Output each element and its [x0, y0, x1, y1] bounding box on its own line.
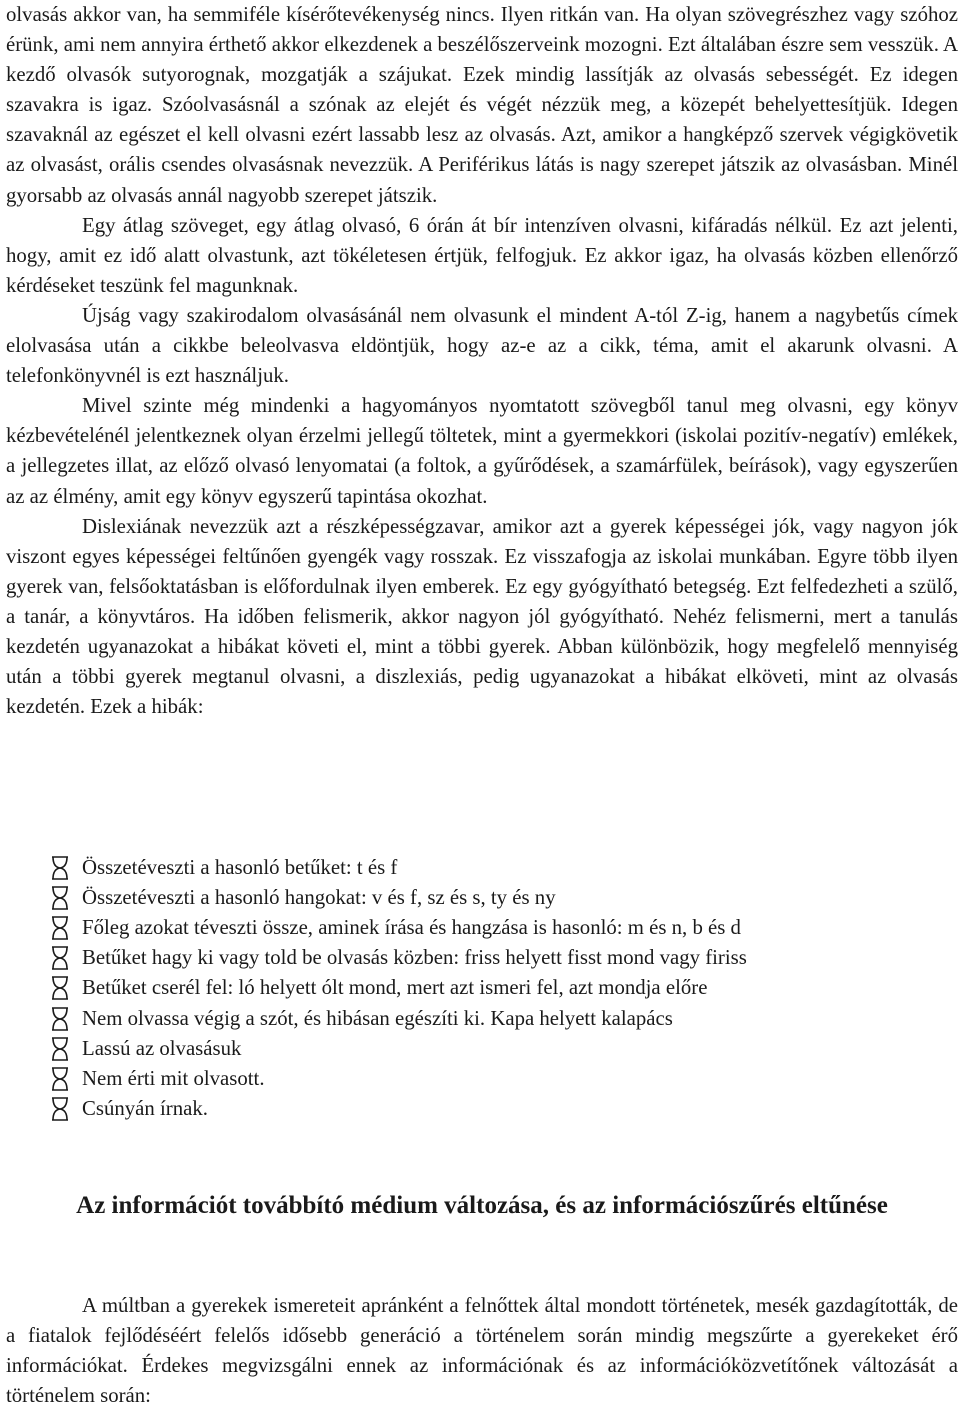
hourglass-bullet-icon [48, 1096, 72, 1122]
list-item-text: Betűket cserél fel: ló helyett ólt mond, mert azt ismeri fel, azt mondja előre [82, 976, 708, 1000]
body-text-top [6, 0, 958, 722]
list-item-text: Lassú az olvasásuk [82, 1036, 242, 1060]
list-item-text: Összetéveszti a hasonló hangokat: v és f, sz és s, ty és ny [82, 886, 556, 910]
list-item [6, 943, 747, 973]
paragraph-3: Újság vagy szakirodalom olvasásánál nem olvasunk el mindent A-tól Z-ig, hanem a nagybetűs címek elolvasása után a cikkbe beleolvasva eldöntjük, hogy az-e az a cikk, téma, amit el akarunk olvasni. A telefonkönyvnél is ezt használjuk. [6, 303, 958, 388]
hourglass-bullet-icon [48, 915, 72, 941]
body-text-bottom [6, 1291, 958, 1411]
hourglass-bullet-icon [48, 855, 72, 881]
hourglass-bullet-icon [48, 975, 72, 1001]
list-item [6, 1003, 747, 1033]
paragraph-5: Dislexiának nevezzük azt a részképességzavar, amikor azt a gyerek képességei jók, vagy nagyon jók viszont egyes képességei feltűnően gyengék vagy rosszak. Ez visszafogja az iskolai munkában. Egyre több ilyen gyerek van, felsőoktatásban is előfordulnak ilyen emberek. Ez egy gyógyítható betegség. Ezt felfedezheti a szülő, a tanár, a könyvtáros. Ha időben felismerik, akkor nagyon jól gyógyítható. Nehéz felismerni, mert a tanulás kezdetén ugyanazokat a hibákat követi el, mint a többi gyerek. Abban különbözik, hogy megfelelő mennyiség után a többi gyerek megtanul olvasni, a diszlexiás, pedig ugyanazokat a hibákat elköveti, mint az olvasás kezdetén. Ezek a hibák: [6, 514, 958, 719]
paragraph-6: A múltban a gyerekek ismereteit apránként a felnőttek által mondott történetek, mesék gazdagították, de a fiatalok fejlődéséért felelős idősebb generáció a történelem során mindig megszűrte a gyerekeket érő információkat. Érdekes megvizsgálni ennek az információnak és az információközvetítőnek változását a történelem során: [6, 1294, 958, 1408]
list-item [6, 913, 747, 943]
list-item-text: Főleg azokat téveszti össze, aminek írása és hangzása is hasonló: m és n, b és d [82, 916, 741, 940]
section-heading: Az információt továbbító médium változása, és az információszűrés eltűnése [76, 1192, 888, 1219]
list-item-text: Csúnyán írnak. [82, 1096, 208, 1120]
hourglass-bullet-icon [48, 885, 72, 911]
list-item [6, 1064, 747, 1094]
list-item [6, 883, 747, 913]
list-item-text: Összetéveszti a hasonló betűket: t és f [82, 856, 398, 880]
error-list [6, 853, 747, 1124]
hourglass-bullet-icon [48, 1036, 72, 1062]
list-item [6, 1034, 747, 1064]
list-item-text: Nem olvassa végig a szót, és hibásan egészíti ki. Kapa helyett kalapács [82, 1006, 673, 1030]
paragraph-1: olvasás akkor van, ha semmiféle kísérőtevékenység nincs. Ilyen ritkán van. Ha olyan szövegrészhez vagy szóhoz érünk, ami nem annyira érthető akkor elkezdenek a beszélőszerveink mozogni. Ezt általában észre sem vesszük. A kezdő olvasók sutyorognak, mozgatják a szájukat. Ezek mindig lassítják az olvasás sebességét. Ez idegen szavakra is igaz. Szóolvasásnál a szónak az elejét és végét nézzük meg, a közepét behelyettesítjük. Idegen szavaknál az egészet el kell olvasni ezért lassabb lesz az olvasás. Azt, amikor a hangképző szervek végigkövetik az olvasást, orális csendes olvasásnak nevezzük. A Periférikus látás is nagy szerepet játszik az olvasásban. Minél gyorsabb az olvasás annál nagyobb szerepet játszik. [6, 3, 958, 207]
list-item [6, 1094, 747, 1124]
paragraph-2: Egy átlag szöveget, egy átlag olvasó, 6 órán át bír intenzíven olvasni, kifáradás nélkül. Ez azt jelenti, hogy, amit ez idő alatt olvastunk, azt tökéletesen értjük, felfogjuk. Ez akkor igaz, ha olvasás közben ellenőrző kérdéseket teszünk fel magunknak. [6, 213, 958, 297]
hourglass-bullet-icon [48, 1006, 72, 1032]
list-item [6, 853, 747, 883]
hourglass-bullet-icon [48, 1066, 72, 1092]
list-item-text: Nem érti mit olvasott. [82, 1066, 265, 1090]
paragraph-4: Mivel szinte még mindenki a hagyományos nyomtatott szövegből tanul meg olvasni, egy könyv kézbevételénél jelentkeznek olyan érzelmi jellegű töltetek, mint a gyermekkori (iskolai pozitív-negatív) emlékek, a jellegzetes illat, az előző olvasó lenyomatai (a foltok, a gyűrődések, a szamárfülek, beírások), vagy egyszerűen az az élmény, amit egy könyv egyszerű tapintása okozhat. [6, 394, 958, 508]
list-item-text: Betűket hagy ki vagy told be olvasás közben: friss helyett fisst mond vagy firiss [82, 946, 747, 970]
hourglass-bullet-icon [48, 945, 72, 971]
list-item [6, 973, 747, 1003]
